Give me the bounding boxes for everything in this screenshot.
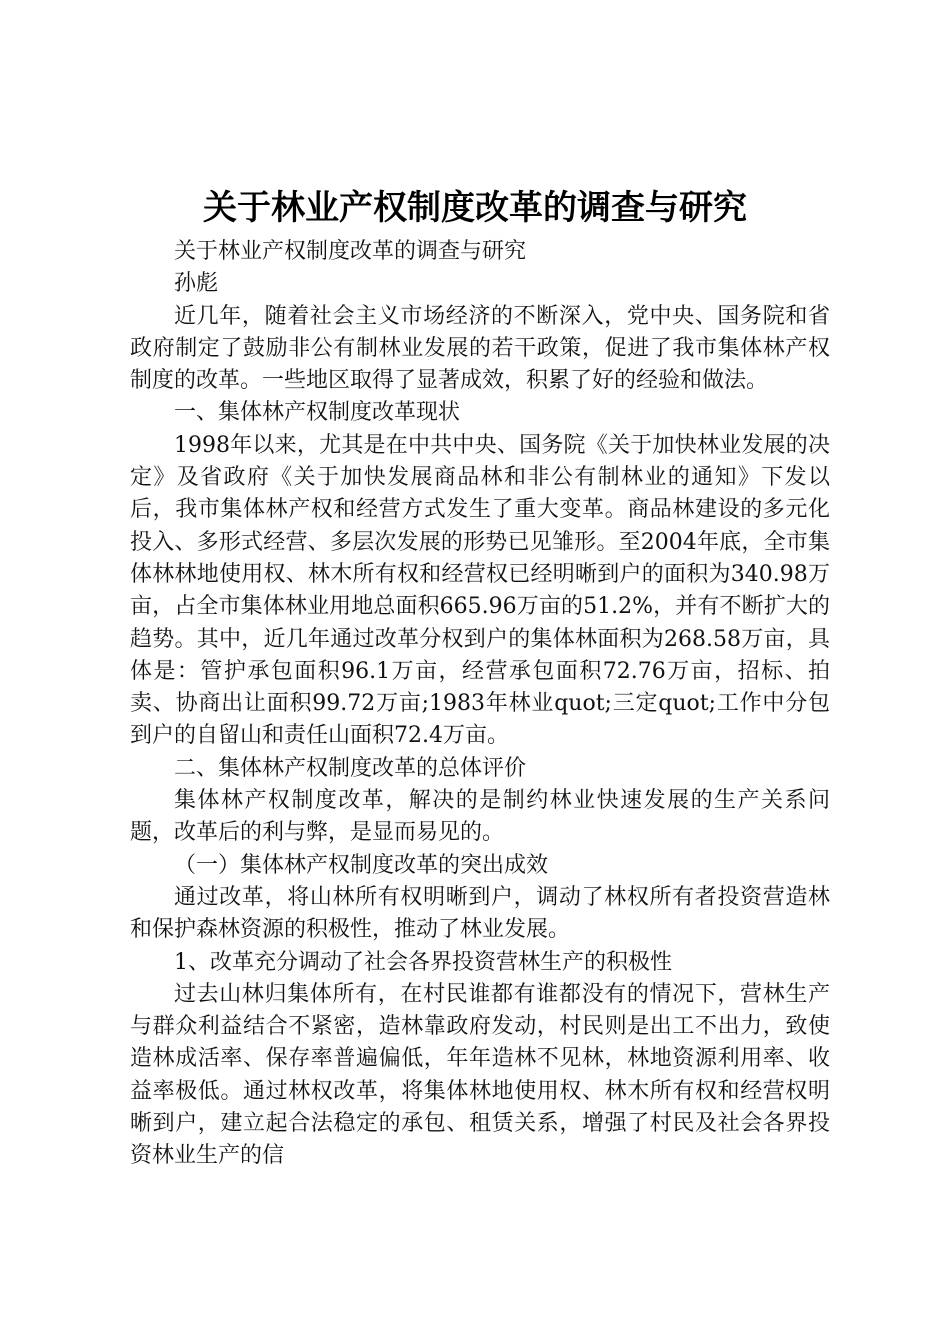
- subsection-heading-1: （一）集体林产权制度改革的突出成效: [174, 852, 549, 878]
- effect-paragraph: 通过改革，将山林所有权明晰到户，调动了林权所有者投资营造林和保护森林资源的积极性，推动了林业发展。: [130, 884, 830, 943]
- point-heading-1: 1、改革充分调动了社会各界投资营林生产的积极性: [174, 949, 672, 975]
- document-body: [130, 236, 830, 1173]
- author-line: 孙彪: [174, 271, 219, 297]
- point-paragraph-1: 过去山林归集体所有，在村民谁都有谁都没有的情况下，营林生产与群众利益结合不紧密，造林靠政府发动，村民则是出工不出力，致使造林成活率、保存率普遍偏低，年年造林不见林，林地资源利用率、收益率极低。通过林权改革，将集体林地使用权、林木所有权和经营权明晰到户，建立起合法稳定的承包、租赁关系，增强了村民及社会各界投资林业生产的信: [130, 981, 830, 1169]
- section-heading-2: 二、集体林产权制度改革的总体评价: [174, 755, 527, 781]
- status-paragraph: 1998年以来，尤其是在中共中央、国务院《关于加快林业发展的决定》及省政府《关于加快发展商品林和非公有制林业的通知》下发以后，我市集体林产权和经营方式发生了重大变革。商品林建设的多元化投入、多形式经营、多层次发展的形势已见雏形。至2004年底，全市集体林林地使用权、林木所有权和经营权已经明晰到户的面积为340.98万亩，占全市集体林业用地总面积665.96万亩的51.2%，并有不断扩大的趋势。其中，近几年通过改革分权到户的集体林面积为268.58万亩，具体是：管护承包面积96.1万亩，经营承包面积72.76万亩，招标、拍卖、协商出让面积99.72万亩;1983年林业quot;三定quot;工作中分包到户的自留山和责任山面积72.4万亩。: [130, 432, 830, 749]
- section-heading-1: 一、集体林产权制度改革现状: [174, 400, 461, 426]
- evaluation-paragraph: 集体林产权制度改革，解决的是制约林业快速发展的生产关系问题，改革后的利与弊，是显而易见的。: [130, 788, 830, 846]
- intro-paragraph: 近几年，随着社会主义市场经济的不断深入，党中央、国务院和省政府制定了鼓励非公有制林业发展的若干政策，促进了我市集体林产权制度的改革。一些地区取得了显著成效，积累了好的经验和做法。: [130, 303, 830, 394]
- document-title: 关于林业产权制度改革的调查与研究: [203, 188, 747, 228]
- subtitle-line: 关于林业产权制度改革的调查与研究: [174, 239, 527, 264]
